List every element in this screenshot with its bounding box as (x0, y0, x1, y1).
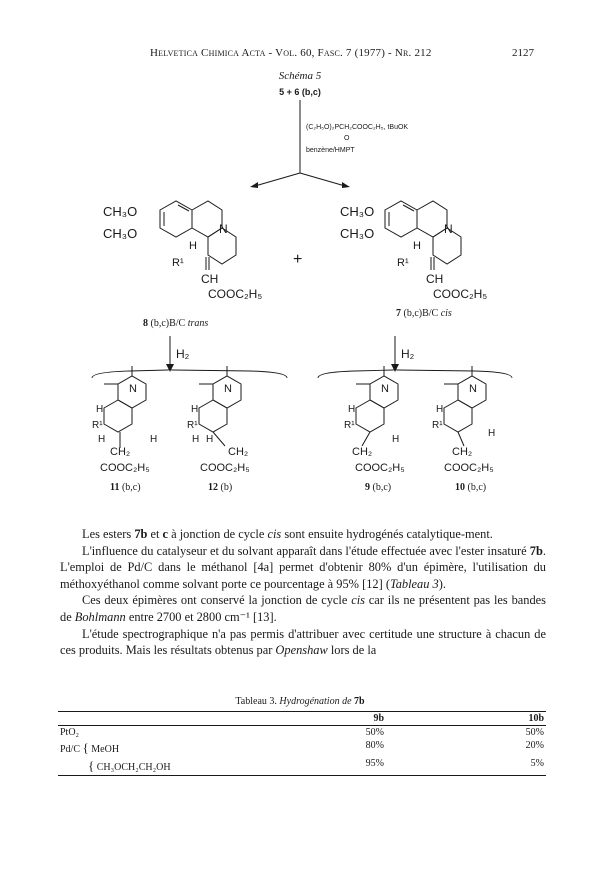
brace-right (318, 366, 512, 378)
svg-text:H: H (436, 404, 444, 415)
compound-label-11: 11 (b,c) (110, 482, 141, 493)
reaction-arrow-left (255, 173, 300, 186)
arrowhead-left-icon (250, 182, 258, 188)
svg-text:COOC₂H₅: COOC₂H₅ (100, 462, 150, 474)
table-caption: Tableau 3. Hydrogénation de 7b (235, 696, 365, 707)
svg-text:COOC₂H₅: COOC₂H₅ (200, 462, 250, 474)
compound-label-7: 7 (b,c)B/C cis (396, 308, 452, 319)
table-header-row (58, 712, 546, 726)
svg-text:CH₂: CH₂ (452, 446, 473, 458)
svg-text:H: H (96, 404, 104, 415)
compound-label-9: 9 (b,c) (365, 482, 392, 493)
svg-text:CH₂: CH₂ (110, 446, 131, 458)
svg-text:H: H (413, 240, 421, 252)
col-header-9b: 9b (373, 713, 384, 724)
reaction-arrow-right (300, 173, 345, 186)
paragraph-4: L'étude spectrographique n'a pas permis d'attribuer avec certitude une structure à chacun de ces produits. Mais les résultats obtenus par Openshaw lors de la (60, 626, 546, 658)
svg-text:CH: CH (201, 272, 219, 286)
svg-text:H₂: H₂ (176, 347, 190, 361)
body-text (60, 526, 546, 659)
paragraph-2: L'influence du catalyseur et du solvant apparaît dans l'étude effectuée avec l'ester insaturé 7b. L'emploi de Pd/C dans le méthanol [4a] permet d'obtenir 80% d'un épimère, l'utilisation du méthoxyéthanol comme solvant porte ce pourcentage à 95% [12] (Tableau 3). (60, 543, 546, 591)
svg-text:CH₃O: CH₃O (103, 226, 138, 241)
journal-citation: Helvetica Chimica Acta - Vol. 60, Fasc. 7 (1977) - Nr. 212 (150, 47, 432, 59)
svg-text:R¹: R¹ (432, 420, 443, 431)
svg-text:N: N (381, 383, 389, 395)
reagent-1: (C₂H₅O)₂PCH₂COOC₂H₅, tBuOK (306, 124, 409, 131)
svg-text:COOC₂H₅: COOC₂H₅ (444, 462, 494, 474)
svg-text:R¹: R¹ (187, 420, 198, 431)
svg-text:COOC₂H₅: COOC₂H₅ (433, 287, 488, 301)
catalyst-cell: PtO₂ (60, 727, 80, 738)
svg-text:CH₃O: CH₃O (103, 204, 138, 219)
scheme-reactants: 5 + 6 (b,c) (279, 87, 321, 97)
svg-text:COOC₂H₅: COOC₂H₅ (208, 287, 263, 301)
svg-text:N: N (469, 383, 477, 395)
svg-text:H: H (191, 404, 199, 415)
reagent-2: benzène/HMPT (306, 147, 355, 154)
svg-text:CH₂: CH₂ (228, 446, 249, 458)
svg-text:N: N (219, 222, 228, 236)
table-row: { CH₃OCH₂CH₂OH 95% 5% (58, 757, 546, 776)
svg-text:H: H (98, 434, 106, 445)
svg-text:R¹: R¹ (397, 257, 409, 269)
svg-text:CH₃O: CH₃O (340, 204, 375, 219)
brace-left (92, 366, 287, 378)
page-number: 2127 (512, 47, 534, 59)
svg-text:H: H (206, 434, 214, 445)
table-3 (58, 711, 546, 776)
compound-label-12: 12 (b) (208, 482, 233, 493)
svg-text:H: H (348, 404, 356, 415)
svg-text:CH₃O: CH₃O (340, 226, 375, 241)
col-header-10b: 10b (528, 713, 544, 724)
reagent-o: O (344, 135, 350, 142)
compound-label-8: 8 (b,c)B/C trans (143, 318, 209, 329)
arrowhead-right-icon (342, 182, 350, 188)
svg-text:CH: CH (426, 272, 444, 286)
svg-text:N: N (224, 383, 232, 395)
svg-text:N: N (444, 222, 453, 236)
svg-text:CH₂: CH₂ (352, 446, 373, 458)
svg-text:H: H (192, 434, 200, 445)
svg-text:H₂: H₂ (401, 347, 415, 361)
plus-sign: + (293, 251, 303, 268)
paragraph-1: Les esters 7b et c à jonction de cycle cis sont ensuite hydrogénés catalytique-ment. (82, 527, 493, 541)
paragraph-3: Ces deux épimères ont conservé la jonction de cycle cis car ils ne présentent pas les bandes de Bohlmann entre 2700 et 2800 cm⁻¹ [13]. (60, 593, 546, 624)
svg-text:H: H (189, 240, 197, 252)
table-row: Pd/C { MeOH 80% 20% (60, 740, 544, 755)
svg-text:H: H (150, 434, 158, 445)
compound-label-10: 10 (b,c) (455, 482, 487, 493)
scheme-title: Schéma 5 (278, 70, 322, 82)
svg-text:H: H (392, 434, 400, 445)
svg-text:COOC₂H₅: COOC₂H₅ (355, 462, 405, 474)
svg-text:R¹: R¹ (344, 420, 355, 431)
svg-text:R¹: R¹ (92, 420, 103, 431)
svg-text:H: H (488, 428, 496, 439)
table-row: PtO₂ 50% 50% (60, 727, 544, 738)
svg-text:R¹: R¹ (172, 257, 184, 269)
svg-text:N: N (129, 383, 137, 395)
